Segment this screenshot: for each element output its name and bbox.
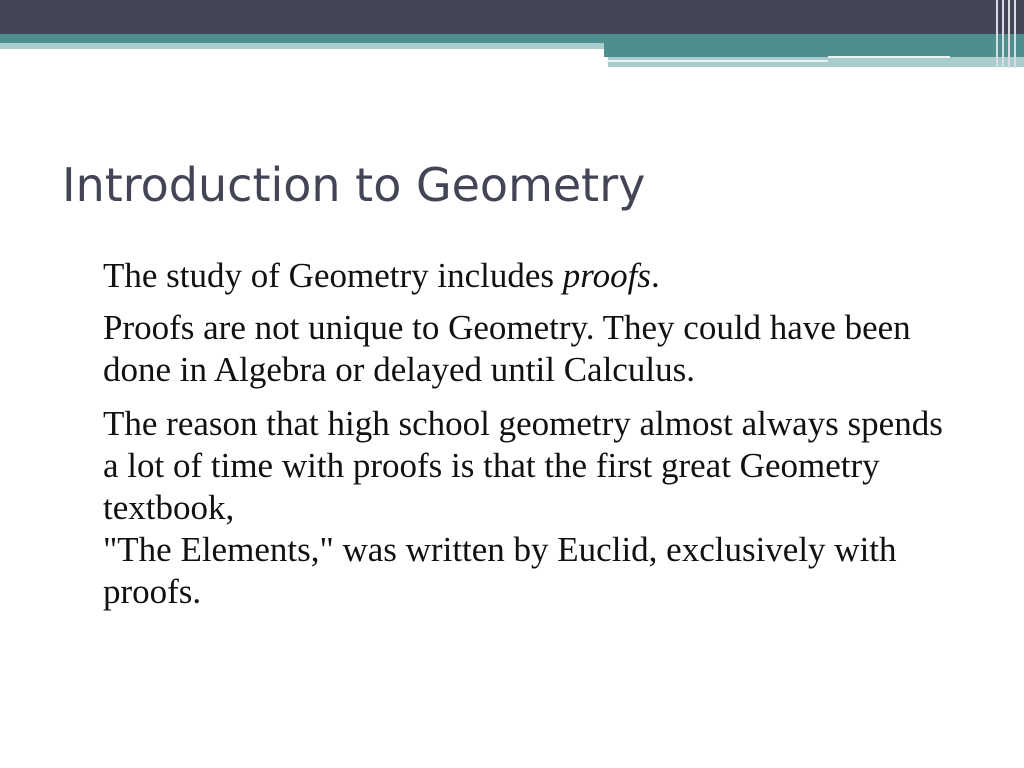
header-light-bar-right (608, 57, 1024, 67)
slide-body (103, 255, 963, 613)
paragraph-text-end: . (650, 256, 660, 295)
paragraph-text: The study of Geometry includes (103, 256, 563, 295)
slide-title: Introduction to Geometry (62, 158, 646, 212)
header-stripe (1008, 0, 1010, 68)
header-teal-bar-right (604, 43, 1024, 57)
paragraph-not-unique: Proofs are not unique to Geometry. They could have been done in Algebra or delayed until Calculus. (103, 308, 911, 389)
header-light-bar (0, 43, 604, 49)
paragraph-elements: "The Elements," was written by Euclid, exclusively with proofs. (103, 530, 897, 611)
header-accent-line-2 (608, 60, 828, 62)
paragraph-reason: The reason that high school geometry almost always spends a lot of time with proofs is that the first great Geometry textbook, (103, 404, 943, 527)
header-stripe (996, 0, 998, 68)
header-accent-line (828, 56, 950, 58)
paragraph-proofs (103, 255, 963, 297)
header-dark-bar (0, 0, 1024, 34)
emphasis-text: proofs (562, 256, 651, 295)
header-teal-bar (0, 34, 1024, 43)
header-stripe (1002, 0, 1004, 68)
header-stripe (1014, 0, 1016, 68)
